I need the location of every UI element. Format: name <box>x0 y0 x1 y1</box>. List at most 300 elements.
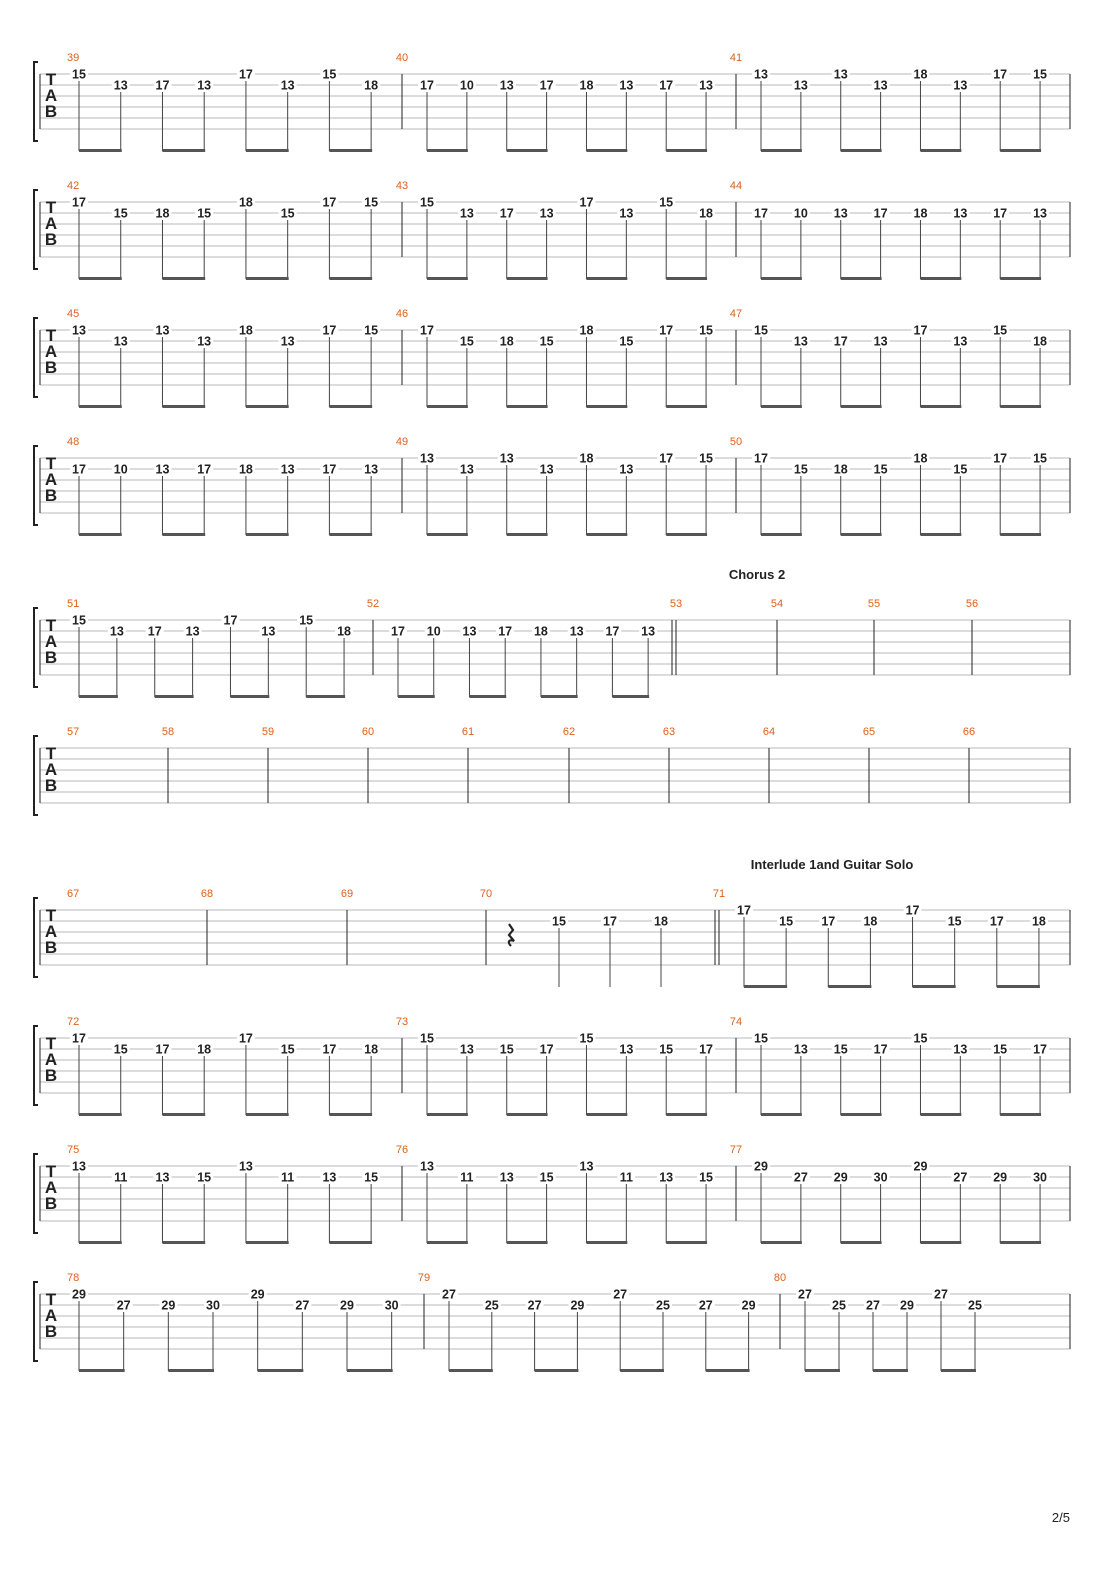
measure <box>563 726 669 803</box>
measure <box>67 726 168 803</box>
measure-number: 42 <box>67 180 80 192</box>
fret-number: 15 <box>280 1042 295 1057</box>
fret-number: 17 <box>238 1031 253 1046</box>
fret-number: 29 <box>570 1298 585 1313</box>
fret-number: 18 <box>579 323 594 338</box>
tab-note <box>654 1299 672 1372</box>
tab-note <box>1031 1171 1049 1244</box>
measure <box>396 52 736 152</box>
measure <box>771 598 874 675</box>
tab-note <box>792 1171 810 1244</box>
system-bracket <box>34 1282 38 1361</box>
tab-note <box>872 207 890 280</box>
tab-note <box>911 1032 929 1116</box>
fret-number: 18 <box>1031 914 1046 929</box>
fret-number: 13 <box>619 1042 634 1057</box>
fret-number: 17 <box>659 323 674 338</box>
tab-note <box>617 1043 635 1116</box>
tab-note <box>498 79 516 152</box>
beam <box>666 533 707 536</box>
fret-number: 27 <box>934 1287 948 1302</box>
fret-number: 17 <box>579 195 594 210</box>
measure <box>396 436 736 536</box>
measure <box>418 1272 780 1372</box>
tab-note <box>70 1288 88 1372</box>
tab-note <box>697 1043 715 1116</box>
tab-clef-letter: B <box>44 648 58 667</box>
tab-note <box>362 1171 380 1244</box>
tab-clef-letter: B <box>44 776 58 795</box>
tab-note <box>577 1032 595 1116</box>
tab-note <box>538 1171 556 1244</box>
beam <box>666 1241 707 1244</box>
tab-note <box>792 1043 810 1116</box>
tab-note <box>297 614 315 698</box>
fret-number: 18 <box>238 323 253 338</box>
tab-note <box>115 1299 133 1372</box>
fret-number: 15 <box>619 334 634 349</box>
tab-system <box>34 1272 1070 1372</box>
fret-number: 13 <box>459 462 474 477</box>
tab-note <box>112 1171 130 1244</box>
measure <box>67 180 402 280</box>
fret-number: 13 <box>619 462 634 477</box>
tab-note <box>752 1160 770 1244</box>
tab-note <box>911 207 929 280</box>
measure <box>396 1016 736 1116</box>
beam <box>666 149 707 152</box>
beam <box>246 277 289 280</box>
section-label: Chorus 2 <box>728 567 786 582</box>
tab-note <box>697 1171 715 1244</box>
measure-number: 52 <box>366 598 380 610</box>
tab-note <box>338 1299 356 1372</box>
fret-number: 27 <box>793 1170 808 1185</box>
tab-note <box>418 1032 436 1116</box>
fret-number: 15 <box>364 1170 379 1185</box>
fret-number: 15 <box>659 1042 674 1057</box>
tab-note <box>389 625 407 698</box>
fret-number: 15 <box>947 914 962 929</box>
tab-note <box>1031 335 1049 408</box>
tab-clef-letter: A <box>44 470 58 489</box>
tab-note <box>752 68 770 152</box>
tab-clef-letter: T <box>45 326 57 345</box>
tab-clef <box>45 1034 57 1085</box>
tab-clef-letter: B <box>44 230 58 249</box>
tab-note <box>872 1171 890 1244</box>
fret-number: 10 <box>113 462 128 477</box>
tab-note <box>752 207 770 280</box>
system-bracket <box>34 62 38 141</box>
fret-number: 13 <box>280 334 295 349</box>
tab-note <box>796 1288 814 1372</box>
fret-number: 17 <box>499 206 514 221</box>
fret-number: 15 <box>993 323 1008 338</box>
fret-number: 17 <box>603 914 617 929</box>
tab-note <box>577 196 595 280</box>
tab-note <box>830 1299 848 1372</box>
tab-note <box>249 1288 267 1372</box>
tab-note <box>279 463 297 536</box>
tab-note <box>70 614 88 698</box>
fret-number: 27 <box>527 1298 542 1313</box>
tab-system <box>34 1016 1070 1116</box>
measure <box>480 888 719 987</box>
tab-note <box>966 1299 984 1372</box>
tab-note <box>697 452 715 536</box>
fret-number: 17 <box>155 78 170 93</box>
fret-number: 15 <box>699 1170 714 1185</box>
tab-note <box>639 625 657 698</box>
fret-number: 15 <box>953 462 968 477</box>
fret-number: 17 <box>905 903 920 918</box>
measure-number: 57 <box>67 726 80 738</box>
fret-number: 25 <box>968 1298 982 1313</box>
fret-number: 27 <box>116 1298 131 1313</box>
beam <box>941 1369 976 1372</box>
fret-number: 15 <box>754 323 768 338</box>
tab-note <box>418 196 436 280</box>
measure <box>262 726 368 803</box>
tab-note <box>159 1299 177 1372</box>
tab-note <box>153 79 171 152</box>
beam <box>79 405 122 408</box>
measure <box>763 726 869 803</box>
tab-note <box>320 1171 338 1244</box>
tab-note <box>792 79 810 152</box>
measure-number: 49 <box>395 436 409 448</box>
measure <box>663 726 769 803</box>
beam <box>79 533 122 536</box>
fret-number: 18 <box>913 67 928 82</box>
fret-number: 11 <box>460 1170 474 1185</box>
system-bracket <box>34 446 38 525</box>
fret-number: 17 <box>72 462 86 477</box>
fret-number: 13 <box>113 78 128 93</box>
fret-number: 17 <box>913 323 928 338</box>
tab-note <box>146 625 164 698</box>
fret-number: 29 <box>250 1287 265 1302</box>
fret-number: 27 <box>798 1287 812 1302</box>
beam <box>612 695 649 698</box>
fret-number: 29 <box>741 1298 756 1313</box>
tab-note <box>112 463 130 536</box>
tab-note <box>932 1288 950 1372</box>
tab-note <box>538 1043 556 1116</box>
tab-note <box>237 68 255 152</box>
tab-note <box>752 1032 770 1116</box>
measure <box>67 1144 402 1244</box>
beam <box>162 149 205 152</box>
fret-number: 27 <box>442 1287 456 1302</box>
tab-note <box>832 1171 850 1244</box>
fret-number: 13 <box>793 1042 808 1057</box>
fret-number: 30 <box>873 1170 888 1185</box>
tab-note <box>657 1171 675 1244</box>
measure-number: 50 <box>729 436 743 448</box>
fret-number: 18 <box>499 334 514 349</box>
fret-number: 18 <box>1033 334 1048 349</box>
beam <box>347 1369 393 1372</box>
tab-note <box>279 1171 297 1244</box>
beam <box>246 1113 289 1116</box>
tab-note <box>617 1171 635 1244</box>
measure-number: 70 <box>479 888 493 900</box>
fret-number: 13 <box>641 624 656 639</box>
measure-number: 71 <box>712 888 726 900</box>
beam <box>744 985 787 988</box>
measure <box>730 1144 1070 1244</box>
fret-number: 13 <box>953 334 968 349</box>
beam <box>230 695 269 698</box>
beam <box>329 149 372 152</box>
measure <box>67 888 207 965</box>
beam <box>841 533 882 536</box>
tab-note <box>425 625 443 698</box>
beam <box>246 405 289 408</box>
fret-number: 27 <box>698 1298 713 1313</box>
tab-note <box>946 915 964 988</box>
beam <box>586 149 627 152</box>
fret-number: 25 <box>832 1298 846 1313</box>
tab-note <box>498 1043 516 1116</box>
tab-note <box>195 463 213 536</box>
tab-note <box>911 1160 929 1244</box>
tab-clef <box>45 906 57 957</box>
beam <box>586 405 627 408</box>
fret-number: 17 <box>539 78 554 93</box>
measure-number: 74 <box>729 1016 743 1028</box>
beam <box>1000 533 1041 536</box>
tab-note <box>832 68 850 152</box>
measure <box>713 888 1070 988</box>
fret-number: 17 <box>833 334 848 349</box>
tab-note <box>320 68 338 152</box>
fret-number: 13 <box>420 1159 434 1174</box>
measure <box>863 726 969 803</box>
beam <box>586 533 627 536</box>
tab-system <box>34 567 1070 698</box>
measure <box>730 52 1070 152</box>
fret-number: 30 <box>1033 1170 1048 1185</box>
tab-clef-letter: A <box>44 632 58 651</box>
measure <box>341 888 486 965</box>
fret-number: 17 <box>72 1031 86 1046</box>
beam <box>258 1369 304 1372</box>
fret-number: 18 <box>579 451 594 466</box>
tab-note <box>418 1160 436 1244</box>
beam <box>666 1113 707 1116</box>
fret-number: 17 <box>993 206 1008 221</box>
tab-note <box>153 1171 171 1244</box>
tab-note <box>951 1043 969 1116</box>
fret-number: 13 <box>499 78 514 93</box>
tab-note <box>872 463 890 536</box>
beam <box>841 1241 882 1244</box>
fret-number: 18 <box>533 624 548 639</box>
tab-note <box>293 1299 311 1372</box>
measure <box>362 726 468 803</box>
fret-number: 15 <box>913 1031 928 1046</box>
beam <box>1000 1241 1041 1244</box>
fret-number: 13 <box>280 78 295 93</box>
tab-note <box>1031 68 1049 152</box>
tab-clef-letter: B <box>44 1322 58 1341</box>
fret-number: 15 <box>499 1042 514 1057</box>
beam <box>155 695 194 698</box>
beam <box>1000 277 1041 280</box>
tab-note <box>951 207 969 280</box>
fret-number: 17 <box>420 78 434 93</box>
fret-number: 29 <box>913 1159 928 1174</box>
fret-number: 17 <box>322 195 337 210</box>
beam <box>841 149 882 152</box>
system-bracket <box>34 1154 38 1233</box>
beam <box>162 277 205 280</box>
tab-note <box>418 79 436 152</box>
tab-note <box>320 463 338 536</box>
tab-note <box>577 1160 595 1244</box>
tab-note <box>153 207 171 280</box>
tab-note <box>335 625 353 698</box>
fret-number: 13 <box>155 1170 170 1185</box>
beam <box>329 533 372 536</box>
tab-note <box>237 463 255 536</box>
tab-clef-letter: B <box>44 358 58 377</box>
fret-number: 13 <box>659 1170 674 1185</box>
beam <box>620 1369 664 1372</box>
fret-number: 15 <box>197 206 212 221</box>
beam <box>469 695 506 698</box>
measure-number: 60 <box>361 726 375 738</box>
fret-number: 18 <box>913 206 928 221</box>
measure <box>367 598 676 698</box>
fret-number: 13 <box>420 451 434 466</box>
fret-number: 15 <box>364 323 379 338</box>
fret-number: 29 <box>900 1298 914 1313</box>
fret-number: 18 <box>155 206 170 221</box>
beam <box>79 1369 125 1372</box>
fret-number: 13 <box>113 334 128 349</box>
tab-note <box>697 79 715 152</box>
measure-number: 59 <box>261 726 275 738</box>
measure <box>670 598 777 675</box>
fret-number: 13 <box>109 624 124 639</box>
tab-note <box>1031 207 1049 280</box>
page-number: 2/5 <box>1051 1510 1070 1525</box>
tab-note <box>740 1299 758 1372</box>
beam <box>761 1113 802 1116</box>
measure-number: 69 <box>340 888 354 900</box>
tab-clef-letter: T <box>45 70 57 89</box>
fret-number: 15 <box>699 451 714 466</box>
measure-number: 43 <box>395 180 409 192</box>
beam <box>329 405 372 408</box>
fret-number: 11 <box>619 1170 633 1185</box>
fret-number: 18 <box>699 206 714 221</box>
tab-note <box>383 1299 401 1372</box>
tab-note <box>195 1043 213 1116</box>
beam <box>535 1369 579 1372</box>
fret-number: 29 <box>833 1170 848 1185</box>
tab-note <box>752 324 770 408</box>
fret-number: 13 <box>197 78 212 93</box>
tab-note <box>550 915 568 988</box>
tab-note <box>1031 452 1049 536</box>
fret-number: 15 <box>72 67 86 82</box>
measure-number: 55 <box>867 598 881 610</box>
fret-number: 13 <box>953 206 968 221</box>
beam <box>873 1369 908 1372</box>
fret-number: 18 <box>364 78 379 93</box>
tab-note <box>237 324 255 408</box>
fret-number: 27 <box>613 1287 628 1302</box>
measure-number: 79 <box>417 1272 431 1284</box>
fret-number: 13 <box>754 67 768 82</box>
measure <box>67 1016 402 1116</box>
fret-number: 13 <box>873 334 888 349</box>
fret-number: 13 <box>322 1170 337 1185</box>
fret-number: 17 <box>873 1042 888 1057</box>
fret-number: 15 <box>420 1031 434 1046</box>
beam <box>507 277 548 280</box>
tab-note <box>237 196 255 280</box>
beam <box>1000 1113 1041 1116</box>
beam <box>920 1113 961 1116</box>
tab-note <box>418 452 436 536</box>
tab-note <box>498 452 516 536</box>
tab-note <box>440 1288 458 1372</box>
tab-clef <box>45 454 57 505</box>
tab-note <box>362 324 380 408</box>
tab-note <box>1030 915 1048 988</box>
tab-note <box>458 207 476 280</box>
tab-clef <box>45 70 57 121</box>
beam <box>162 533 205 536</box>
tab-note <box>652 915 670 988</box>
tab-note <box>320 196 338 280</box>
tab-note <box>832 1043 850 1116</box>
fret-number: 13 <box>539 206 554 221</box>
tab-note <box>872 79 890 152</box>
beam <box>761 1241 802 1244</box>
section-label: Interlude 1and Guitar Solo <box>750 857 914 872</box>
tab-note <box>112 1043 130 1116</box>
tab-note <box>532 625 550 698</box>
tab-note <box>458 1171 476 1244</box>
tab-note <box>498 1171 516 1244</box>
tab-system <box>34 1144 1070 1244</box>
tab-note <box>320 1043 338 1116</box>
tab-clef-letter: T <box>45 906 57 925</box>
tab-clef-letter: B <box>44 102 58 121</box>
tab-clef <box>45 616 57 667</box>
tab-note <box>538 79 556 152</box>
fret-number: 17 <box>238 67 253 82</box>
measure <box>868 598 972 675</box>
fret-number: 13 <box>833 206 848 221</box>
fret-number: 13 <box>539 462 554 477</box>
fret-number: 15 <box>322 67 337 82</box>
measure-number: 61 <box>461 726 475 738</box>
tab-note <box>697 1299 715 1372</box>
fret-number: 17 <box>197 462 212 477</box>
fret-number: 10 <box>426 624 441 639</box>
measure-number: 54 <box>770 598 784 610</box>
tab-clef <box>45 1162 57 1213</box>
tab-note <box>279 207 297 280</box>
